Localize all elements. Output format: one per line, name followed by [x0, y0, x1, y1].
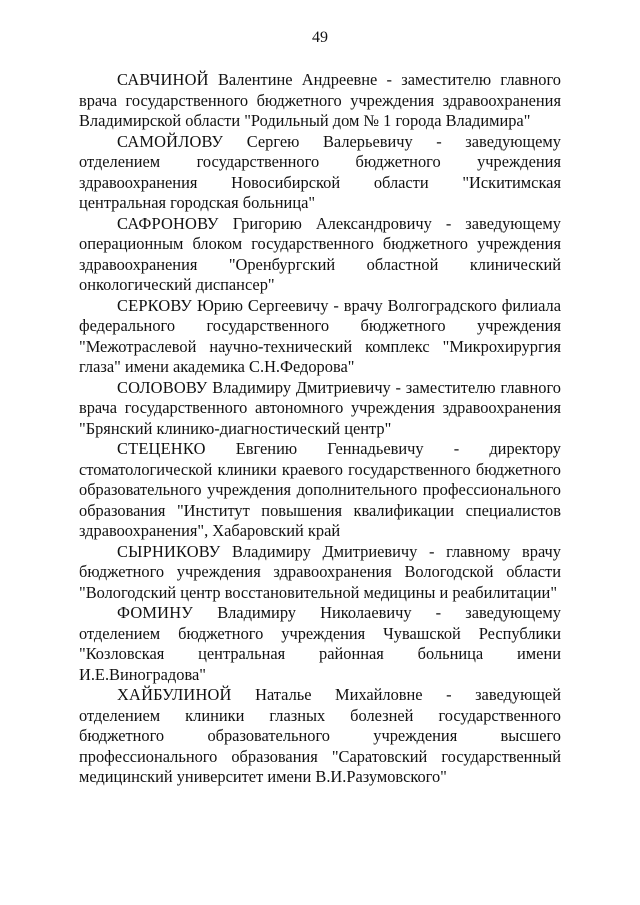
recipient-surname: СЕРКОВУ	[117, 295, 193, 315]
recipient-details: Владимиру Дмитриевичу - заместителю главного врача государственного автономного учреждения здравоохранения "Брянский клинико-диагностический центр"	[79, 377, 561, 438]
award-list	[79, 70, 561, 788]
list-item	[79, 214, 561, 296]
recipient-details: Наталье Михайловне - заведующей отделением клиники глазных болезней государственного бюджетного образовательного учреждения высшего профессионального образования "Саратовский государственный медицинский университет имени В.И.Разумовского"	[79, 685, 561, 786]
recipient-details: Сергею Валерьевичу - заведующему отделением государственного бюджетного учреждения здравоохранения Новосибирской области "Искитимская центральная городская больница"	[79, 131, 561, 212]
recipient-details: Валентине Андреевне - заместителю главного врача государственного бюджетного учреждения здравоохранения Владимирской области "Родильный дом № 1 города Владимира"	[79, 70, 561, 130]
recipient-surname: САФРОНОВУ	[117, 213, 219, 233]
recipient-surname: ХАЙБУЛИНОЙ	[117, 685, 232, 704]
recipient-details: Евгению Геннадьевичу - директору стоматологической клиники краевого государственного бюджетного образовательного учреждения дополнительного профессионального образования "Институт повышения квалификации специалистов здравоохранения", Хабаровский край	[79, 439, 561, 540]
recipient-surname: СТЕЦЕНКО	[117, 439, 206, 458]
recipient-surname: СОЛОВОВУ	[117, 377, 208, 397]
recipient-surname: САВЧИНОЙ	[117, 70, 209, 89]
list-item	[79, 296, 561, 378]
recipient-surname: СЫРНИКОВУ	[117, 541, 221, 561]
list-item	[79, 685, 561, 788]
list-item	[79, 603, 561, 685]
recipient-surname: САМОЙЛОВУ	[117, 131, 224, 151]
recipient-details: Владимиру Дмитриевичу - главному врачу бюджетного учреждения здравоохранения Вологодской области "Вологодский центр восстановительной медицины и реабилитации"	[79, 541, 561, 602]
list-item	[79, 439, 561, 542]
recipient-details: Григорию Александровичу - заведующему операционным блоком государственного бюджетного учреждения здравоохранения "Оренбургский областной клинический онкологический диспансер"	[79, 213, 561, 294]
recipient-details: Владимиру Николаевичу - заведующему отделением бюджетного учреждения Чувашской Республики "Козловская центральная районная больница имени И.Е.Виноградова"	[79, 603, 561, 684]
list-item	[79, 70, 561, 132]
recipient-details: Юрию Сергеевичу - врачу Волгоградского филиала федерального государственного бюджетного учреждения "Межотраслевой научно-технический комплекс "Микрохирургия глаза" имени академика С.Н.Федорова"	[79, 295, 561, 376]
list-item	[79, 378, 561, 440]
recipient-surname: ФОМИНУ	[117, 603, 194, 622]
list-item	[79, 132, 561, 214]
page-number: 49	[312, 29, 328, 46]
list-item	[79, 542, 561, 604]
